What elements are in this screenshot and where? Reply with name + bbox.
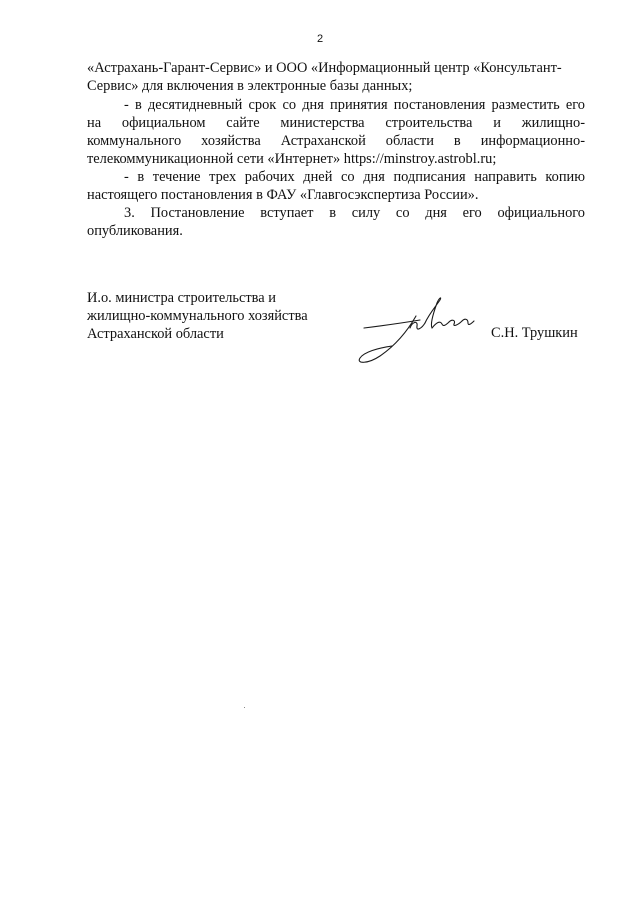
body-line: - в течение трех рабочих дней со дня подписания направить копию bbox=[124, 169, 585, 185]
body-line: «Астрахань-Гарант-Сервис» и ООО «Информационный центр «Консультант- bbox=[87, 60, 562, 76]
body-line: - в десятидневный срок со дня принятия постановления разместить его bbox=[124, 97, 585, 113]
body-line: опубликования. bbox=[87, 223, 183, 239]
signer-position-line: Астраханской области bbox=[87, 326, 224, 342]
body-line: на официальном сайте министерства строительства и жилищно- bbox=[87, 115, 585, 131]
body-line: телекоммуникационной сети «Интернет» https://minstroy.astrobl.ru; bbox=[87, 151, 497, 167]
handwritten-signature bbox=[350, 290, 480, 370]
signer-position-line: И.о. министра строительства и bbox=[87, 290, 276, 306]
body-line: 3. Постановление вступает в силу со дня его официального bbox=[124, 205, 585, 221]
body-line: коммунального хозяйства Астраханской области в информационно- bbox=[87, 133, 585, 149]
body-line: Сервис» для включения в электронные базы данных; bbox=[87, 78, 413, 94]
scan-speck bbox=[244, 707, 245, 708]
page-number: 2 bbox=[316, 33, 324, 45]
signer-name: С.Н. Трушкин bbox=[491, 325, 578, 341]
signer-position-line: жилищно-коммунального хозяйства bbox=[87, 308, 308, 324]
body-line: настоящего постановления в ФАУ «Главгосэкспертиза России». bbox=[87, 187, 479, 203]
